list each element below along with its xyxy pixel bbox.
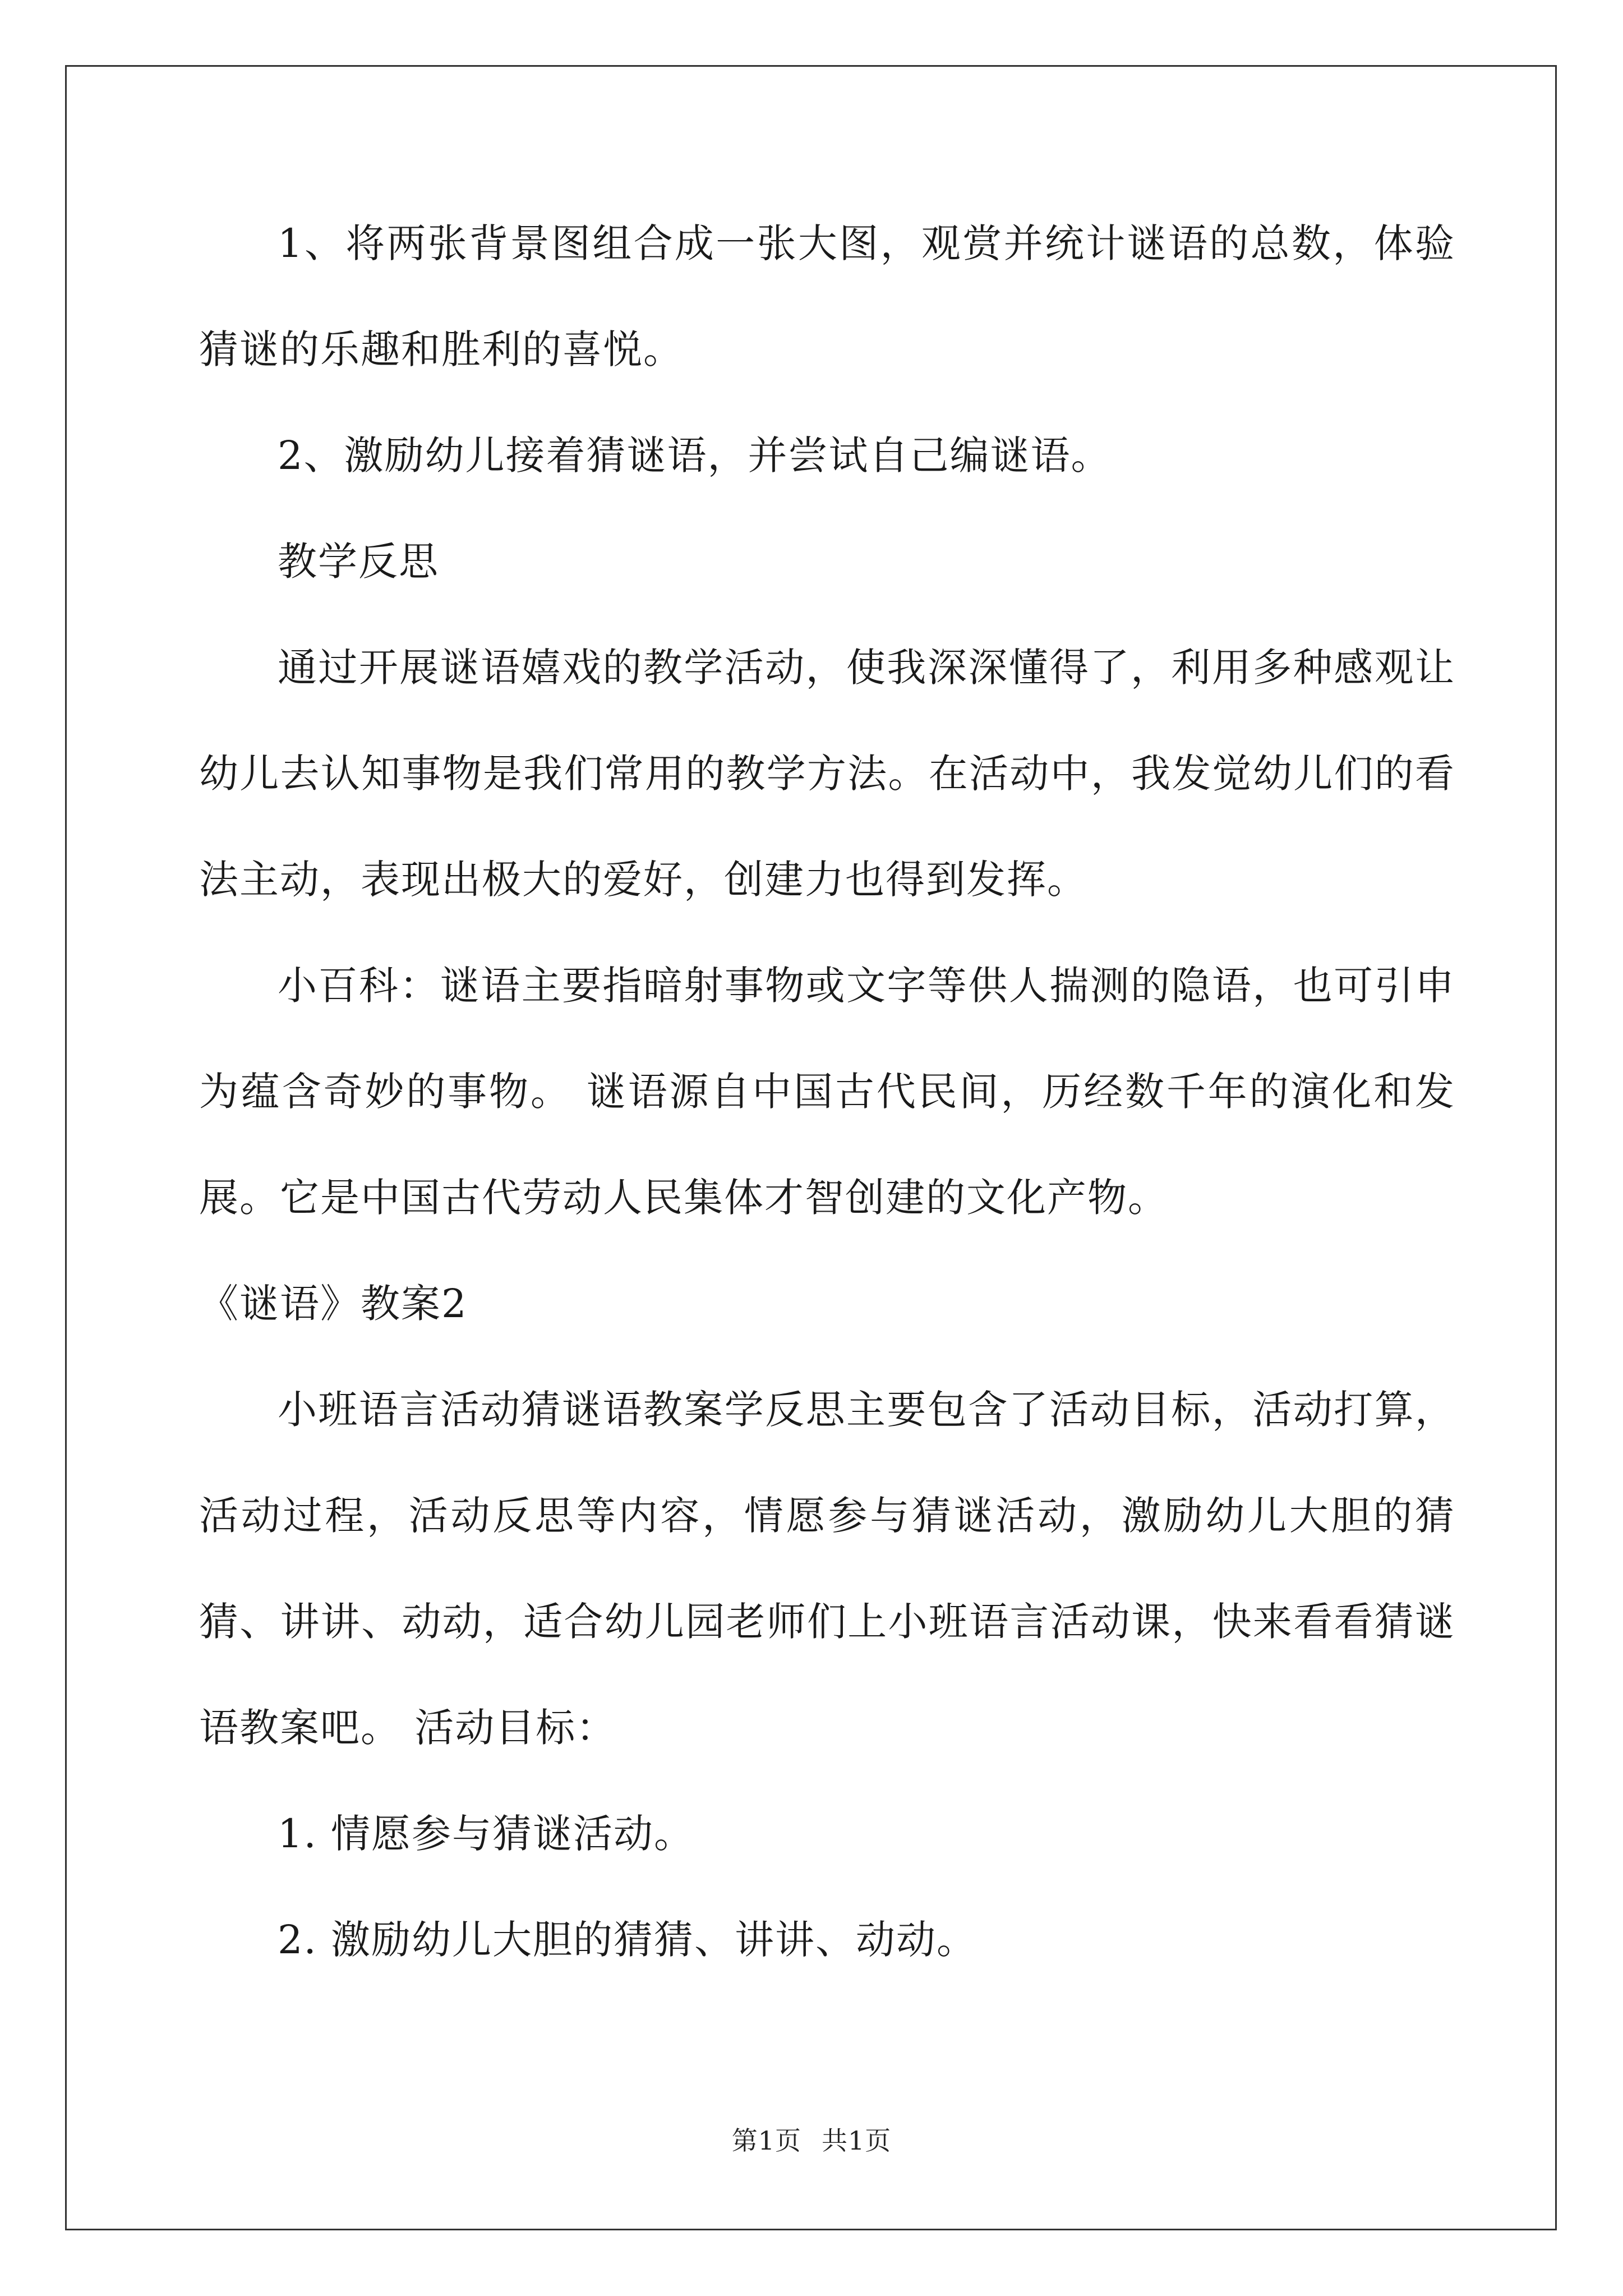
- objective-item-1: 1. 情愿参与猜谜活动。: [278, 1811, 695, 1857]
- lesson-plan-title: 《谜语》教案2: [199, 1281, 468, 1327]
- paragraph-encyclopedia: 小百科：谜语主要指暗射事物或文字等供人揣测的隐语，也可引申为蕴含奇妙的事物。 谜语源自中国古代民间，历经数千年的演化和发展。它是中国古代劳动人民集体才智创建的文化产物。: [199, 963, 1455, 1221]
- page-footer: [0, 2120, 1623, 2157]
- paragraph-step-1: 1、将两张背景图组合成一张大图，观赏并统计谜语的总数，体验猜谜的乐趣和胜利的喜悦。: [199, 220, 1455, 372]
- paragraph-intro: 小班语言活动猜谜语教案学反思主要包含了活动目标，活动打算，活动过程，活动反思等内容，情愿参与猜谜活动，激励幼儿大胆的猜猜、讲讲、动动，适合幼儿园老师们上小班语言活动课，快来看看猜谜语教案吧。 活动目标：: [199, 1387, 1455, 1751]
- page-number: 第1页: [731, 2125, 801, 2156]
- page-total: 共1页: [822, 2125, 892, 2156]
- section-heading-reflection: 教学反思: [278, 539, 439, 585]
- paragraph-reflection: 通过开展谜语嬉戏的教学活动，使我深深懂得了，利用多种感观让幼儿去认知事物是我们常用的教学方法。在活动中，我发觉幼儿们的看法主动，表现出极大的爱好，创建力也得到发挥。: [199, 645, 1455, 903]
- paragraph-step-2: 2、激励幼儿接着猜谜语，并尝试自己编谜语。: [278, 432, 1112, 478]
- document-body: [199, 191, 1455, 1993]
- objective-item-2: 2. 激励幼儿大胆的猜猜、讲讲、动动。: [278, 1917, 978, 1963]
